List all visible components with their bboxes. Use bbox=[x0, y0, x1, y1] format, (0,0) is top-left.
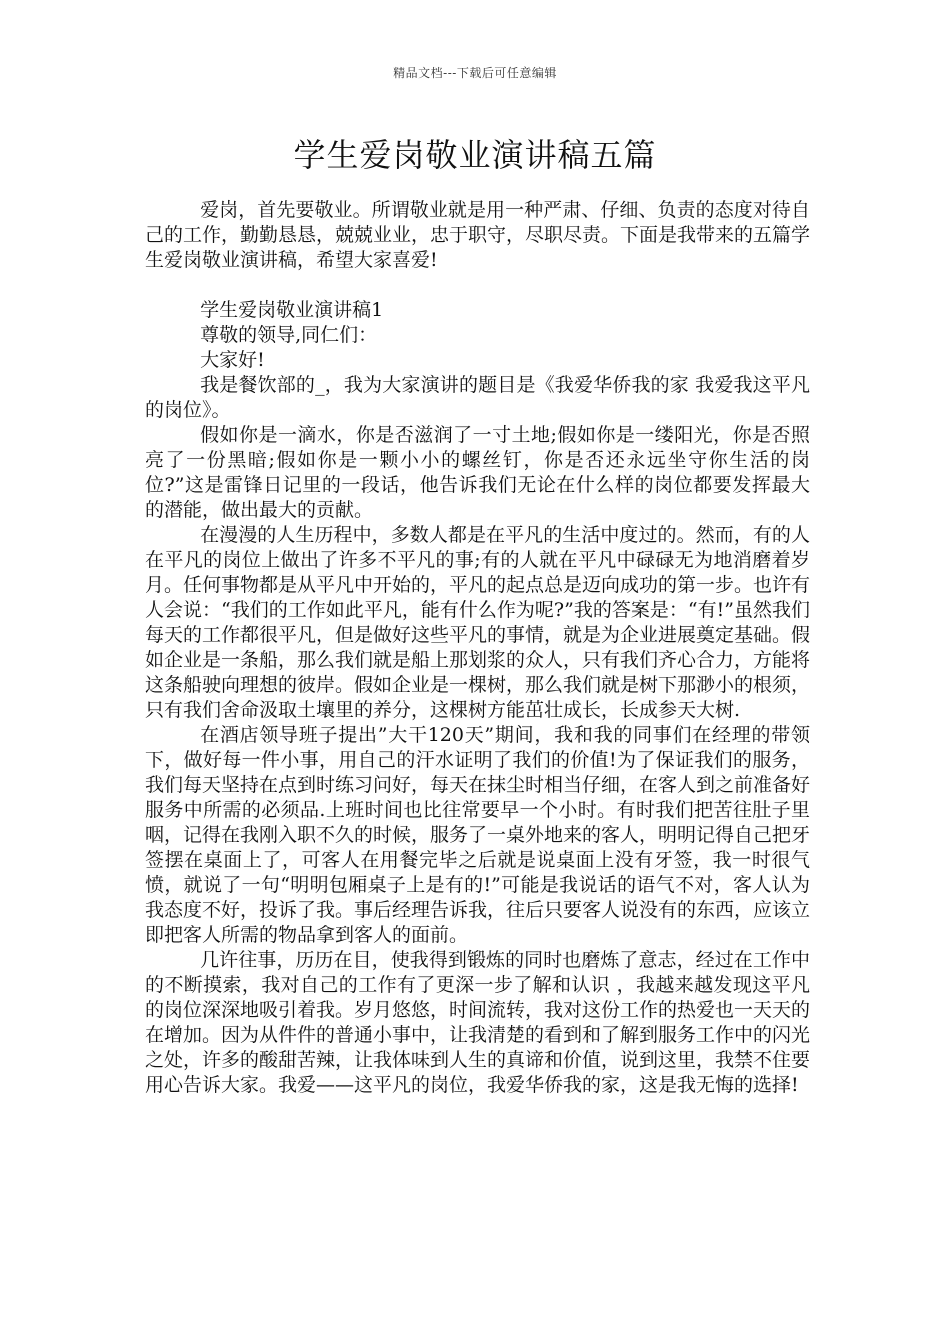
document-body bbox=[145, 198, 810, 1098]
body-paragraph: 我是餐饮部的_，我为大家演讲的题目是《我爱华侨我的家 我爱我这平凡的岗位》。 bbox=[145, 374, 810, 421]
body-paragraph: 在漫漫的人生历程中，多数人都是在平凡的生活中度过的。然而，有的人在平凡的岗位上做出了许多不平凡的事;有的人就在平凡中碌碌无为地消磨着岁月。任何事物都是从平凡中开始的，平凡的起点总是迈向成功的第一步。也许有人会说：“我们的工作如此平凡，能有什么作为呢?”我的答案是：“有!”虽然我们每天的工作都很平凡，但是做好这些平凡的事情，就是为企业进展奠定基础。假如企业是一条船，那么我们就是船上那划浆的众人，只有我们齐心合力，方能将这条船驶向理想的彼岸。假如企业是一棵树，那么我们就是树下那渺小的根须，只有我们舍命汲取土壤里的养分，这棵树方能茁壮成长，长成参天大树. bbox=[145, 524, 811, 721]
header-note: 精品文档---下载后可任意编辑 bbox=[393, 66, 557, 80]
document-title: 学生爱岗敬业演讲稿五篇 bbox=[293, 136, 657, 174]
speech-heading: 学生爱岗敬业演讲稿1 bbox=[200, 299, 384, 321]
intro-paragraph: 爱岗，首先要敬业。所谓敬业就是用一种严肃、仔细、负责的态度对待自己的工作，勤勤恳恳，兢兢业业，忠于职守，尽职尽责。下面是我带来的五篇学生爱岗敬业演讲稿，希望大家喜爱! bbox=[145, 199, 811, 271]
body-paragraph: 几许往事，历历在目，使我得到锻炼的同时也磨炼了意志，经过在工作中的不断摸索，我对自己的工作有了更深一步了解和认识 ，我越来越发现这平凡的岗位深深地吸引着我。岁月悠悠，时间流转，我对这份工作的热爱也一天天的在增加。因为从件件的普通小事中，让我清楚的看到和了解到服务工作中的闪光之处，许多的酸甜苦辣，让我体味到人生的真谛和价值，说到这里，我禁不住要用心告诉大家。我爱——这平凡的岗位，我爱华侨我的家，这是我无悔的选择! bbox=[145, 949, 811, 1096]
body-paragraph: 假如你是一滴水，你是否滋润了一寸土地;假如你是一缕阳光，你是否照亮了一份黑暗;假如你是一颗小小的螺丝钉，你是否还永远坐守你生活的岗位?”这是雷锋日记里的一段话，他告诉我们无论在什么样的岗位都要发挥最大的潜能，做出最大的贡献。 bbox=[145, 424, 810, 521]
salutation: 尊敬的领导,同仁们： bbox=[200, 324, 378, 346]
greeting: 大家好! bbox=[200, 349, 265, 371]
body-paragraph: 在酒店领导班子提出”大干120天”期间，我和我的同事们在经理的带领下，做好每一件小事，用自己的汗水证明了我们的价值!为了保证我们的服务，我们每天坚持在点到时练习问好，每天在抹尘时相当仔细，在客人到之前准备好服务中所需的必须品.上班时间也比往常要早一个小时。有时我们把苦往肚子里咽，记得在我刚入职不久的时候，服务了一桌外地来的客人，明明记得自己把牙签摆在桌面上了，可客人在用餐完毕之后就是说桌面上没有牙签，我一时很气愤，就说了一句“明明包厢桌子上是有的!”可能是我说话的语气不对，客人认为我态度不好，投诉了我。事后经理告诉我，往后只要客人说没有的东西，应该立即把客人所需的物品拿到客人的面前。 bbox=[145, 724, 811, 946]
